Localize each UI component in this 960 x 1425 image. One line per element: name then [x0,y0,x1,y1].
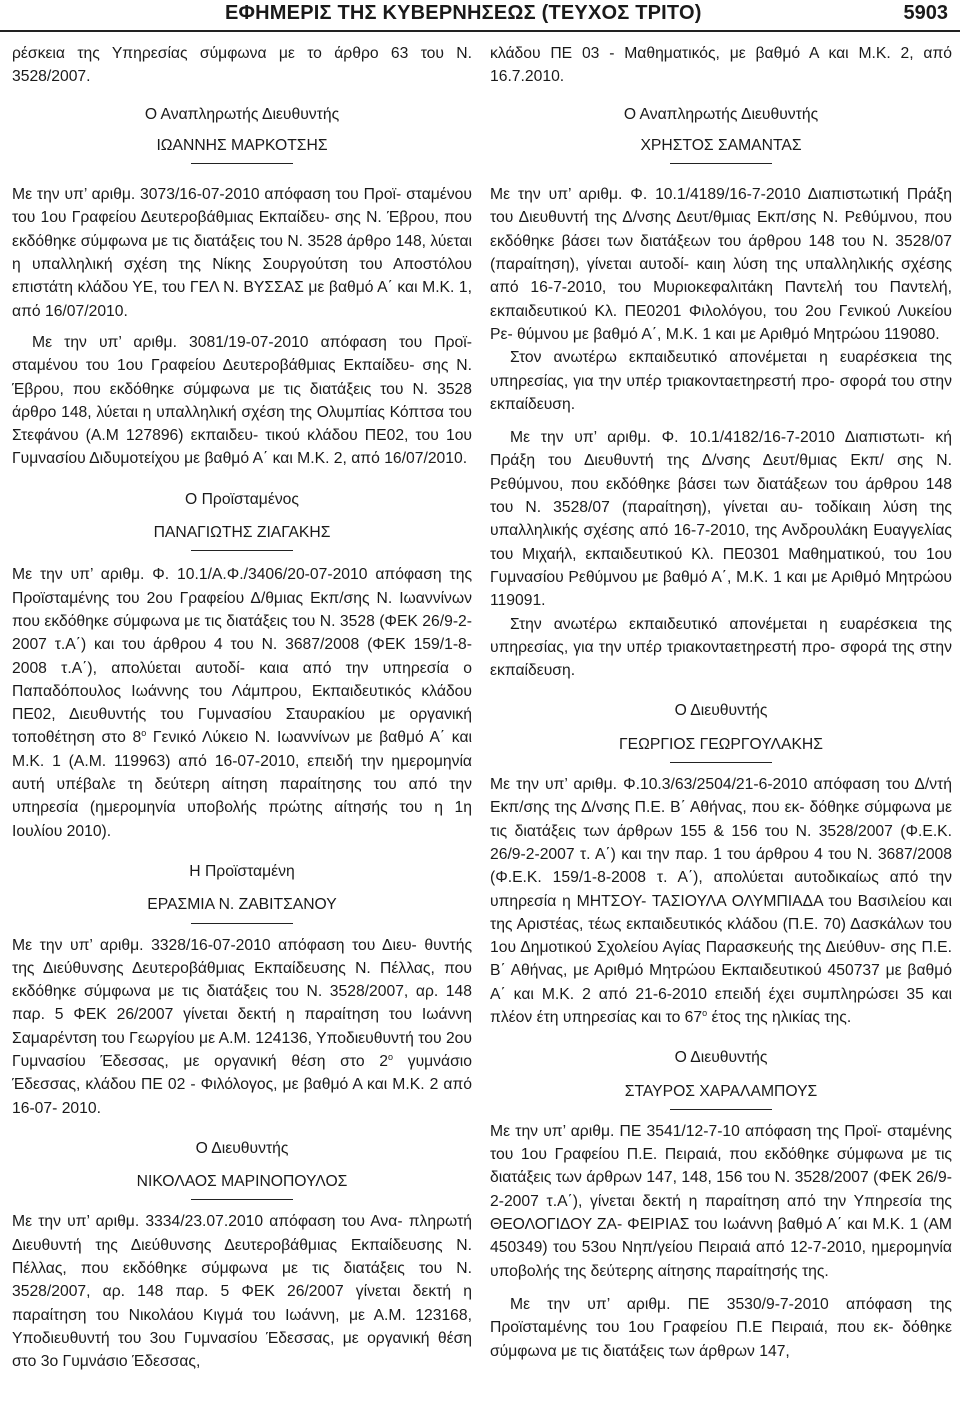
paragraph-text: έτος της ηλικίας της. [707,1008,852,1026]
signature-role: Ο Διευθυντής [674,702,768,720]
superscript: ο [388,1051,394,1062]
signature-name: ΠΑΝΑΓΙΩΤΗΣ ΖΙΑΓΑΚΗΣ [153,524,331,542]
left-column [12,42,472,1374]
section-divider [670,163,772,164]
paragraph-text: Με την υπ’ αριθμ. Φ.10.3/63/2504/21-6-2010 απόφαση του Δ/ντή Εκπ/σης της Δ/νσης Π.Ε. Β΄ Αθήνας, που εκ- δόθηκε σύμφωνα με τις διατάξεις των άρθρων 155 & 156 του Ν. 3528/2007 (Φ.Ε.Κ. 26/9-2-2007 τ. Α΄) και την παρ. 1 του άρθρου 4 του Ν. 3687/2008 (Φ.Ε.Κ. 159/1-8-2008 τ. Α΄), απολύεται αυτοδικαίως από την υπηρεσία η ΜΗΤΣΟΥ- ΤΑΣΙΟΥΛΑ ΟΛΥΜΠΙΑΔΑ του Βασιλείου και της Αριστέας, τέως εκπαιδευτικός κλάδου (Π.Ε. 70) Δασκάλων του 1ου Δημοτικού Σχολείου Αγίας Παρασκευής της Διεύθυν- σης Π.Ε. Β΄ Αθήνας, με Αριθμό Μητρώου Εκπαιδευτικού 450737 με βαθμό Α΄ και Μ.Κ. 2 από 21-6-2010 επειδή έχει συμπληρώσει 35 και πλέον έτη υπηρεσίας και το 67 [490,776,952,1026]
paragraph: Με την υπ’ αριθμ. Φ. 10.1/4189/16-7-2010 Διαπιστωτική Πράξη του Διευθυντή της Δ/νσης Δευτ/θμιας Εκπ/σης Ν. Ρεθύμνου, που εκδόθηκε βάσει των διατάξεων του άρθρου 148 του Ν. 3528/07 (παραίτηση), γίνεται αυτοδί- καιη λύση της υπαλληλικής σχέσης από 16-7-2010, του Μυριοκεφαλιτάκη Παντελή του Παντελή, εκπαιδευτικού Κλ. ΠΕ0201 Φιλολόγου, του 2ου Γενικού Λυκείου Ρε- θύμνου με βαθμό Α΄, Μ.Κ. 1 και με Αριθμό Μητρώου 119080. [490,186,952,343]
gazette-title: ΕΦΗΜΕΡΙΣ ΤΗΣ ΚΥΒΕΡΝΗΣΕΩΣ (ΤΕΥΧΟΣ ΤΡΙΤΟ) [225,2,702,24]
section-divider [191,550,293,551]
paragraph: Στην ανωτέρω εκπαιδευτικό απονέμεται η ευαρέσκεια της υπηρεσίας, για την υπέρ τριακονταετηρεστή προ- σφορά της στην εκπαίδευση. [490,615,952,680]
signature-role: Ο Αναπληρωτής Διευθυντής [144,105,340,123]
superscript: ο [141,728,147,739]
signature-name: ΝΙΚΟΛΑΟΣ ΜΑΡΙΝΟΠΟΥΛΟΣ [136,1173,348,1191]
section-divider [670,762,772,763]
paragraph [490,773,952,1029]
paragraph: Στον ανωτέρω εκπαιδευτικό απονέμεται η ευαρέσκεια της υπηρεσίας, για την υπέρ τριακονταετηρεστή προ- σφορά του στην εκπαίδευση. [490,349,952,413]
signature-role: Ο Διευθυντής [674,1049,768,1067]
paragraph-text: Γενικό Λύκειο Ν. Ιωαννίνων με βαθμό Α΄ και Μ.Κ. 1 (Α.Μ. 119963) από 16-07-2010, επειδή την ημερομηνία αυτή υπέβαλε τη δεύτερη αίτηση παραίτησης του από την υπηρεσία (ημερομηνία υποβολής πρώτης αίτησής του η 1η Ιουλίου 2010). [12,729,472,840]
page-number: 5903 [903,2,948,24]
signature-name: ΕΡΑΣΜΙΑ Ν. ΖΑΒΙΤΣΑΝΟΥ [147,896,337,914]
section-divider [670,1109,772,1110]
paragraph: Με την υπ’ αριθμ. 3334/23.07.2010 απόφαση του Ανα- πληρωτή Διευθυντή της Διεύθυνσης Δευτεροβάθμιας Εκπαίδευσης Ν. Πέλλας, που εκδόθηκε σύμφωνα με τις διατάξεις του Ν. 3528/2007, αρ. 148 παρ. 5 ΦΕΚ 26/2007 γίνεται δεκτή η παραίτηση του Νικολάου Κιγμά του Ιωάννη, με Α.Μ. 123168, Υποδιευθυντή του 3ου Γυμνασίου Έδεσσας, με οργανική θέση στο 3ο Γυμνάσιο Έδεσσας, [12,1213,472,1371]
paragraph [12,934,472,1120]
signature-name: ΙΩΑΝΝΗΣ ΜΑΡΚΟΤΣΗΣ [156,136,328,154]
page-header [0,0,960,34]
signature-name: ΣΤΑΥΡΟΣ ΧΑΡΑΛΑΜΠΟΥΣ [624,1082,818,1100]
header-divider [0,30,960,32]
paragraph-text: γυμνάσιο Έδεσσας, κλάδου ΠΕ 02 - Φιλόλογος, με βαθμό Α και Μ.Κ. 2 από 16-07- 2010. [12,1052,472,1117]
superscript: ο [702,1007,708,1018]
paragraph [12,563,472,843]
signature-role: Η Προϊσταμένη [189,862,295,880]
paragraph: Με την υπ’ αριθμ. ΠΕ 3530/9-7-2010 απόφαση της Προϊσταμένης του 1ου Γραφείου Π.Ε Πειραιά, που εκ- δόθηκε σύμφωνα με τις διατάξεις των άρθρων 147, [490,1295,952,1360]
paragraph-text: Με την υπ’ αριθμ. Φ. 10.1/Α.Φ./3406/20-07-2010 απόφαση της Προϊσταμένης του 2ου Γραφείου Δ/θμιας Εκπ/σης Ν. Ιωαννίνων που εκδόθηκε σύμφωνα με τις διατάξεις του Ν. 3528 (ΦΕΚ 26/9-2-2007 τ.Α΄) και του άρθρου 4 του Ν. 3687/2008 (ΦΕΚ 159/1-8-2008 τ.Α΄), απολύεται αυτοδί- καια από την υπηρεσία ο Παπαδόπουλος Ιωάννης του Λάμπρου, Εκπαιδευτικός κλάδου ΠΕ02, Διευθυντής του Γυμνασίου Σταυρακίου με οργανική τοποθέτηση στο 8 [12,566,472,747]
paragraph: Με την υπ’ αριθμ. 3081/19-07-2010 απόφαση του Προϊ- σταμένου του 1ου Γραφείου Δευτεροβάθμιας Εκπαίδευ- σης Ν. Έβρου, που εκδόθηκε σύμφωνα με τις διατάξεις του Ν. 3528 άρθρο 148, λύεται η υπαλληλική σχέση της Ολυμπίας Κόπτσα του Στεφάνου (Α.Μ 127896) εκπαιδευ- τικού κλάδου ΠΕ02, του 1ου Γυμνασίου Διδυμοτείχου με βαθμό Α΄ και Μ.Κ. 2, από 16/07/2010. [12,333,472,468]
section-divider [191,1199,293,1200]
paragraph: Με την υπ’ αριθμ. 3073/16-07-2010 απόφαση του Προϊ- σταμένου του 1ου Γραφείου Δευτεροβάθμιας Εκπαίδευ- σης Ν. Έβρου, που εκδόθηκε σύμφωνα με τις διατάξεις του Ν. 3528 άρθρο 148, λύεται η υπαλληλική σχέση της Νίκης Σουργούτση του Αποστόλου επιστάτη κλάδου ΥΕ, του ΓΕΛ Ν. ΒΥΣΣΑΣ με βαθμό Α΄ και Μ.Κ. 1, από 16/07/2010. [12,186,472,320]
paragraph: κλάδου ΠΕ 03 - Μαθηματικός, με βαθμό Α και Μ.Κ. 2, από 16.7.2010. [490,45,952,86]
paragraph: ρέσκεια της Υπηρεσίας σύμφωνα με το άρθρο 63 του Ν. 3528/2007. [12,45,472,86]
signature-name: ΧΡΗΣΤΟΣ ΣΑΜΑΝΤΑΣ [640,136,802,154]
signature-name: ΓΕΩΡΓΙΟΣ ΓΕΩΡΓΟΥΛΑΚΗΣ [619,735,823,753]
signature-role: Ο Διευθυντής [195,1139,289,1157]
paragraph-text: Με την υπ’ αριθμ. 3328/16-07-2010 απόφαση του Διευ- θυντής της Διεύθυνσης Δευτεροβάθμιας Εκπαίδευσης Ν. Πέλλας, που εκδόθηκε σύμφωνα με τις διατάξεις του Ν. 3528/2007, αρ. 148 παρ. 5 ΦΕΚ 26/2007 γίνεται δεκτή η παραίτηση του Ιωάννη Σαμαρέντση του Γεωργίου με Α.Μ. 124136, Υποδιευθυντή του 2ου Γυμνασίου Έδεσσας, με οργανική θέση στο 2 [12,936,472,1070]
section-divider [191,163,293,164]
signature-role: Ο Προϊσταμένος [185,490,299,508]
section-divider [191,923,293,924]
signature-role: Ο Αναπληρωτής Διευθυντής [623,105,819,123]
paragraph: Με την υπ’ αριθμ. Φ. 10.1/4182/16-7-2010 Διαπιστωτι- κή Πράξη του Διευθυντή της Δ/νσης Δευτ/θμιας Εκπ/ σης Ν. Ρεθύμνου, που εκδόθηκε βάσει των διατάξεων του άρθρου 148 του Ν. 3528/07 (παραίτηση), γίνεται αυ- τοδίκαιη λύση της υπαλληλικής σχέσης από 16-7-2010, της Ανδρουλάκη Ευαγγελίας του Μιχαήλ, εκπαιδευτικού Κλ. ΠΕ0301 Μαθηματικού, του 1ου Γυμνασίου Ρεθύμνου με βαθμό Α΄, Μ.Κ. 1 και με Αριθμό Μητρώου 119091. [490,429,952,610]
paragraph: Με την υπ’ αριθμ. ΠΕ 3541/12-7-10 απόφαση της Προϊ- σταμένης του 1ου Γραφείου Π.Ε. Πειραιά, που εκδόθηκε σύμφωνα με τις διατάξεις των άρθρων 147, 148, 156 του Ν. 3528/2007 (ΦΕΚ 26/9-2-2007 τ.Α΄), γίνεται δεκτή η παραίτηση από την Υπηρεσία της ΘΕΟΛΟΓΙΔΟΥ ΖΑ- ΦΕΙΡΙΑΣ του Ιωάννη βαθμό Α΄ και Μ.Κ. 1 (ΑΜ 450349) του 53ου Νηπ/γείου Πειραιά από 12-7-2010, ημερομηνία υποβολής της δεύτερης αίτησης παραίτησής της. [490,1122,952,1280]
right-column [490,42,952,1363]
